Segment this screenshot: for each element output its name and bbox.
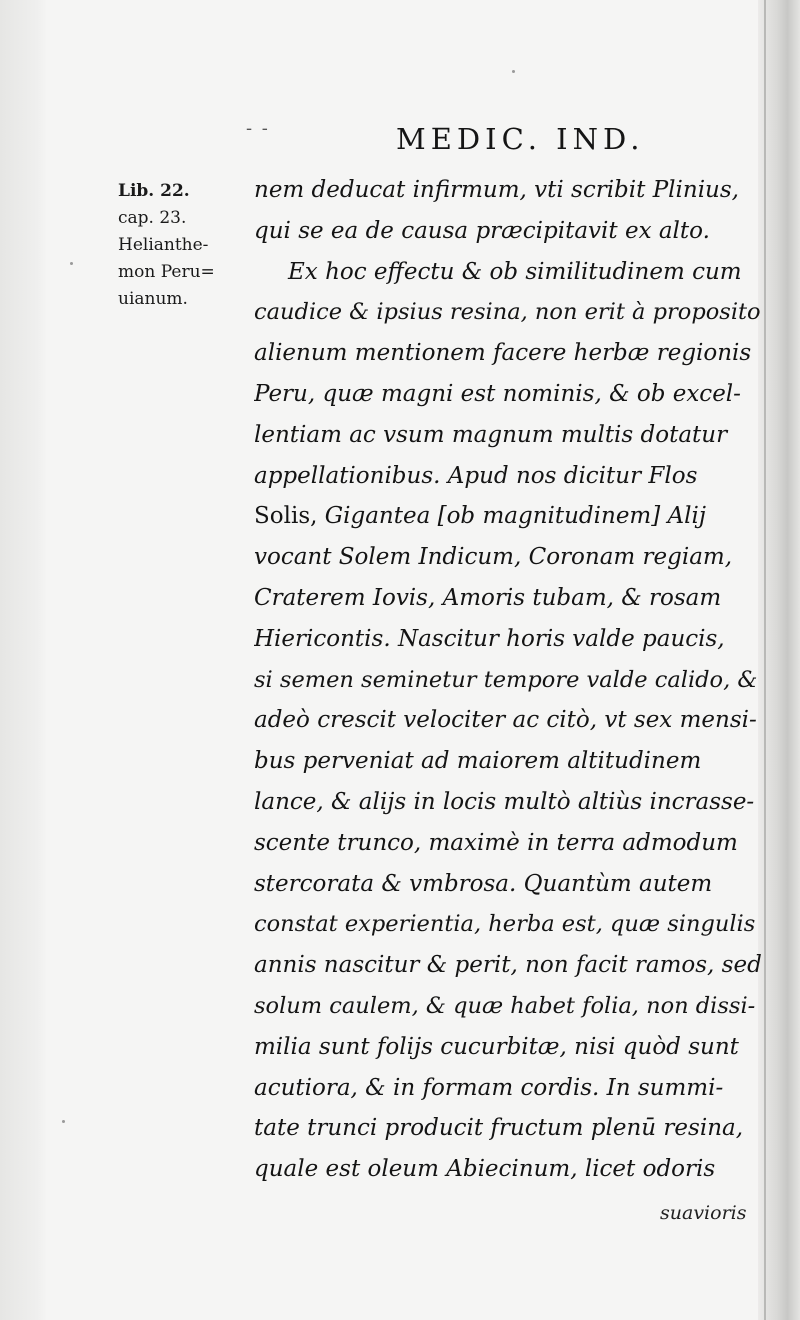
text-line: Craterem Iovis, Amoris tubam, & rosam bbox=[254, 584, 722, 611]
paper-speck bbox=[62, 1120, 65, 1123]
margin-notes bbox=[118, 178, 244, 313]
text-line: stercorata & vmbrosa. Quantùm autem bbox=[254, 870, 713, 897]
margin-note-plant-line-3: uianum. bbox=[118, 289, 188, 309]
text-line: bus perveniat ad maiorem altitudinem bbox=[254, 748, 702, 775]
text-line: constat experientia, herba est, quæ singulis bbox=[254, 911, 756, 938]
text-line: quale est oleum Abiecinum, licet odoris bbox=[254, 1156, 716, 1183]
text-line: appellationibus. Apud nos dicitur Flos bbox=[254, 462, 698, 489]
body-text bbox=[254, 170, 764, 1190]
text-line: si semen seminetur tempore valde calido, & bbox=[254, 666, 758, 693]
running-head: MEDIC. IND. bbox=[396, 122, 645, 156]
text-line: caudice & ipsius resina, non erit à proposito bbox=[254, 299, 761, 326]
roman-word: Solis, bbox=[254, 503, 325, 530]
text-line: adeò crescit velociter ac citò, vt sex mensi- bbox=[254, 707, 757, 734]
paragraph-start-line: Ex hoc effectu & ob similitudinem cum bbox=[288, 258, 742, 285]
paper-speck bbox=[70, 262, 73, 265]
catchword: suavioris bbox=[660, 1202, 747, 1224]
text-line: lentiam ac vsum magnum multis dotatur bbox=[254, 421, 728, 448]
margin-note-chapter: cap. 23. bbox=[118, 208, 187, 228]
scan-left-margin bbox=[0, 0, 46, 1320]
paper-speck bbox=[512, 70, 515, 73]
text-line: annis nascitur & perit, non facit ramos, sed bbox=[254, 952, 762, 979]
page-edge-shadow bbox=[758, 0, 800, 1320]
text-line: tate trunci producit fructum plenū resina, bbox=[254, 1115, 744, 1142]
text-line: alienum mentionem facere herbæ regionis bbox=[254, 340, 752, 367]
text-line: Hiericontis. Nascitur horis valde paucis, bbox=[254, 625, 725, 652]
text-line: Peru, quæ magni est nominis, & ob excel- bbox=[254, 380, 741, 407]
text-line: solum caulem, & quæ habet folia, non dissi- bbox=[254, 992, 756, 1019]
margin-note-book: Lib. 22. bbox=[118, 181, 190, 201]
text-line: lance, & alijs in locis multò altiùs incrasse- bbox=[254, 788, 755, 815]
header-ornament: - - bbox=[246, 118, 270, 139]
text-line: scente trunco, maximè in terra admodum bbox=[254, 829, 738, 856]
text-line: milia sunt folijs cucurbitæ, nisi quòd sunt bbox=[254, 1033, 739, 1060]
text-line: qui se ea de causa præcipitavit ex alto. bbox=[254, 217, 710, 244]
text-line: vocant Solem Indicum, Coronam regiam, bbox=[254, 544, 733, 571]
text-line: acutiora, & in formam cordis. In summi- bbox=[254, 1074, 724, 1101]
text-line: Solis, Gigantea [ob magnitudinem] Alij bbox=[254, 503, 706, 530]
margin-note-plant-line-1: Helianthe- bbox=[118, 235, 209, 255]
text-line: nem deducat infirmum, vti scribit Plinius, bbox=[254, 177, 739, 203]
margin-note-plant-line-2: mon Peru= bbox=[118, 262, 215, 282]
